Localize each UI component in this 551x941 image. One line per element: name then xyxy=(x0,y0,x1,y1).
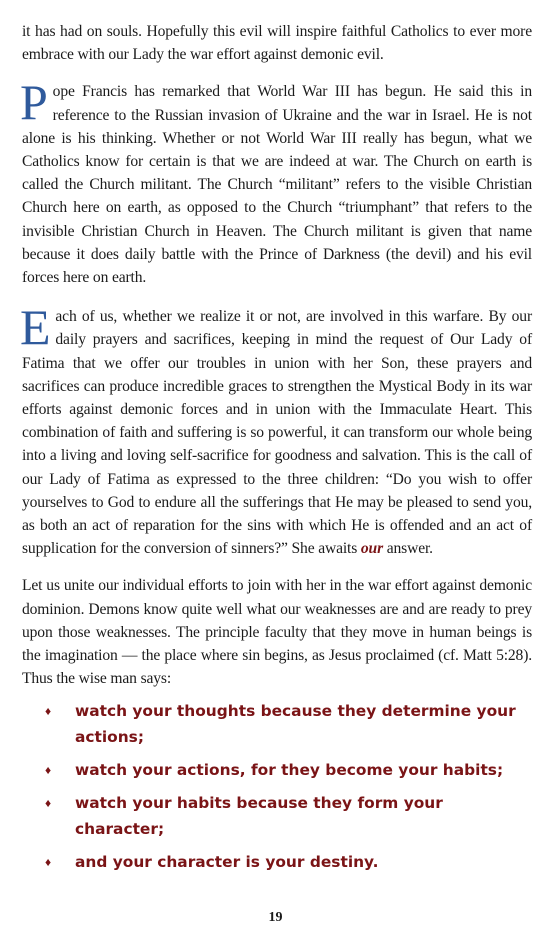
paragraph-let-us-unite: Let us unite our individual efforts to join with her in the war effort against demonic dominion. Demons know quite well what our weaknesses are and are ready to prey upon those weaknesses. The principle faculty that they move in human beings is the imagination — the place where sin begins, as Jesus proclaimed (cf. Matt 5:28). Thus the wise man says: xyxy=(22,577,532,688)
page-number: 19 xyxy=(268,910,283,925)
page-body xyxy=(22,20,532,882)
diamond-bullet-icon: ♦ xyxy=(45,704,52,719)
diamond-bullet-icon: ♦ xyxy=(45,855,52,870)
paragraph-pope-francis xyxy=(20,74,532,289)
list-item-text: and your character is your destiny. xyxy=(75,853,379,872)
paragraph-each-of-us-text: ach of us, whether we realize it or not, are involved in this warfare. By our daily prayers and sacrifices, keeping in mind the request of Our Lady of Fatima that we offer our troubles in union with her Son, these prayers and sacrifices can produce incredible graces to strengthen the Mystical Body in its war efforts against demonic forces and in union with the Immaculate Heart. This combination of faith and suffering is so powerful, it can transform our whole being into a living and loving self-sacrifice for goodness and salvation. This is the call of our Lady of Fatima as expressed to the three children: “Do you wish to offer yourselves to God to endure all the sufferings that He may be pleased to send you, as both an act of reparation for the sins with which He is offended and an act of supplication for the conversion of sinners?” She awaits xyxy=(22,308,532,558)
paragraph-pope-francis-text: ope Francis has remarked that World War III has begun. He said this in reference to the Russian invasion of Ukraine and the war in Israel. He is not alone is his thinking. Whether or not World War III really has begun, what we Catholics know for certain is that we are indeed at war. The Church on earth is called the Church militant. The Church “militant” refers to the visible Christian Church here on earth, as opposed to the Church “triumphant” that refers to the invisible Christian Church in Heaven. The Church militant is given that name because it does daily battle with the Prince of Darkness (the devil) and his evil forces here on earth. xyxy=(22,83,532,287)
list-item xyxy=(22,757,532,783)
list-item xyxy=(22,849,532,875)
wise-sayings-list xyxy=(22,698,532,875)
list-item-text: watch your thoughts because they determine your actions; xyxy=(75,702,516,747)
list-item-text: watch your habits because they form your character; xyxy=(75,794,443,839)
list-item xyxy=(22,698,532,750)
paragraph-each-of-us xyxy=(20,299,532,560)
emphasized-word: our xyxy=(360,540,383,558)
diamond-bullet-icon: ♦ xyxy=(45,763,52,778)
list-item-text: watch your actions, for they become your habits; xyxy=(75,761,504,780)
drop-cap-e: E xyxy=(20,299,51,356)
diamond-bullet-icon: ♦ xyxy=(45,796,52,811)
drop-cap-p: P xyxy=(20,74,48,131)
paragraph-continued: it has had on souls. Hopefully this evil will inspire faithful Catholics to ever more embrace with our Lady the war effort against demonic evil. xyxy=(22,23,532,64)
paragraph-each-of-us-tail: answer. xyxy=(383,540,433,558)
list-item xyxy=(22,790,532,842)
